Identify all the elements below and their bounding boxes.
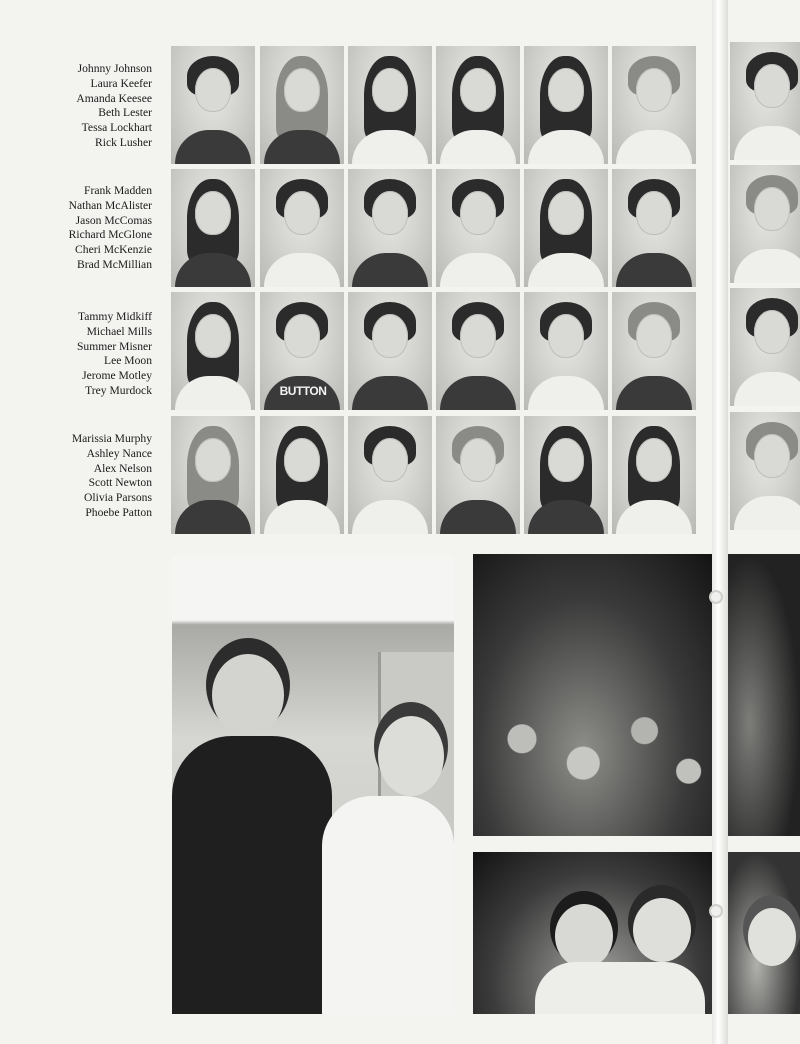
portrait-shirt [352,130,428,164]
crowd [473,674,718,836]
portrait-face [548,314,584,358]
student-portrait-facing-page [730,288,800,406]
portrait-shirt [528,130,604,164]
student-portrait [612,292,696,410]
student-name: Tessa Lockhart [81,121,152,135]
student-figure [748,908,796,966]
shirt-text: BUTTON [279,384,327,398]
page-fold [712,0,728,1044]
portrait-face [372,68,408,112]
portrait-shirt [264,253,340,287]
portrait-face [284,314,320,358]
student-name: Marissia Murphy [71,432,152,445]
portrait-face [460,191,496,235]
portrait-shirt [175,253,251,287]
portrait-face [460,68,496,112]
portrait-shirt [528,500,604,534]
student-name: Ashley Nance [86,446,152,460]
portrait-shirt [352,253,428,287]
student-portrait [524,169,608,287]
student-name: Jerome Motley [82,369,152,383]
portrait-face [284,438,320,482]
name-list-row-3 [77,310,152,399]
student-portrait [260,46,344,164]
student-portrait [524,46,608,164]
portrait-shirt [352,376,428,410]
student-name: Tammy Midkiff [77,310,152,323]
student-figure [535,962,705,1014]
student-portrait [612,169,696,287]
name-list-row-4 [72,432,152,521]
student-name: Summer Misner [76,339,152,353]
candid-photo-girl-edge [728,852,800,1014]
portrait-shirt [734,496,800,530]
student-portrait [436,169,520,287]
student-name: Beth Lester [98,106,152,120]
portrait-shirt [734,249,800,283]
portrait-face [754,310,790,354]
portrait-face [548,68,584,112]
name-list-row-1 [76,62,152,151]
portrait-shirt [528,253,604,287]
portrait-shirt [734,372,800,406]
student-name: Richard McGlone [68,228,152,242]
student-portrait [612,416,696,534]
student-name: Brad McMillian [76,257,152,271]
portrait-shirt [528,376,604,410]
portrait-face [372,438,408,482]
portrait-shirt [175,130,251,164]
student-name: Trey Murdock [85,383,152,397]
portrait-face [754,187,790,231]
student-name: Rick Lusher [95,135,152,149]
portrait-shirt [175,500,251,534]
student-portrait [436,46,520,164]
student-figure [555,904,613,968]
portrait-shirt [734,126,800,160]
name-list-row-2 [69,184,152,273]
portrait-face [548,191,584,235]
portrait-face [636,314,672,358]
student-portrait [171,169,255,287]
student-portrait [612,46,696,164]
student-name: Lee Moon [104,354,152,368]
student-portrait [348,169,432,287]
candid-photo-hallway [172,556,454,1014]
student-portrait [348,416,432,534]
portrait-face [636,191,672,235]
student-portrait [524,292,608,410]
student-portrait [436,292,520,410]
portrait-face [195,68,231,112]
student-portrait [171,292,255,410]
binding-ring [709,904,723,918]
portrait-shirt [264,500,340,534]
student-name: Nathan McAlister [68,198,152,212]
portrait-shirt [616,500,692,534]
student-name: Jason McComas [75,213,152,227]
student-portrait [524,416,608,534]
student-figure [212,654,284,736]
portrait-shirt [440,130,516,164]
portrait-face [460,314,496,358]
student-name: Olivia Parsons [84,491,152,505]
student-portrait [348,46,432,164]
student-figure [633,898,691,962]
portrait-face [754,434,790,478]
student-portrait-facing-page [730,165,800,283]
portrait-face [284,191,320,235]
student-name: Frank Madden [84,184,152,197]
portrait-shirt [616,376,692,410]
student-portrait [260,416,344,534]
portrait-face [754,64,790,108]
student-name: Alex Nelson [93,461,152,475]
portrait-face [372,314,408,358]
portrait-shirt [264,130,340,164]
student-name: Laura Keefer [90,76,152,90]
student-portrait [436,416,520,534]
student-name: Amanda Keesee [76,91,152,105]
portrait-face [372,191,408,235]
student-name: Michael Mills [86,324,152,338]
student-portrait-facing-page [730,412,800,530]
student-name: Phoebe Patton [85,505,152,519]
student-portrait [348,292,432,410]
portrait-shirt [352,500,428,534]
student-portrait [260,169,344,287]
candid-photo-smiling-girls [473,852,718,1014]
student-name: Cheri McKenzie [75,243,152,257]
student-portrait-facing-page [730,42,800,160]
binding-ring [709,590,723,604]
portrait-shirt [616,253,692,287]
portrait-face [195,191,231,235]
candid-photo-pep-rally-edge [728,554,800,836]
student-figure [322,796,454,1014]
portrait-shirt [440,253,516,287]
student-figure [378,716,444,796]
portrait-face [460,438,496,482]
student-name: Johnny Johnson [77,62,152,75]
student-portrait [171,416,255,534]
portrait-face [636,68,672,112]
student-figure [172,736,332,1014]
candid-photo-pep-rally [473,554,718,836]
portrait-face [284,68,320,112]
portrait-face [195,314,231,358]
portrait-face [195,438,231,482]
portrait-shirt [175,376,251,410]
portrait-shirt [440,376,516,410]
portrait-shirt [440,500,516,534]
portrait-shirt [616,130,692,164]
portrait-face [548,438,584,482]
student-name: Scott Newton [88,476,152,490]
student-portrait [171,46,255,164]
portrait-face [636,438,672,482]
